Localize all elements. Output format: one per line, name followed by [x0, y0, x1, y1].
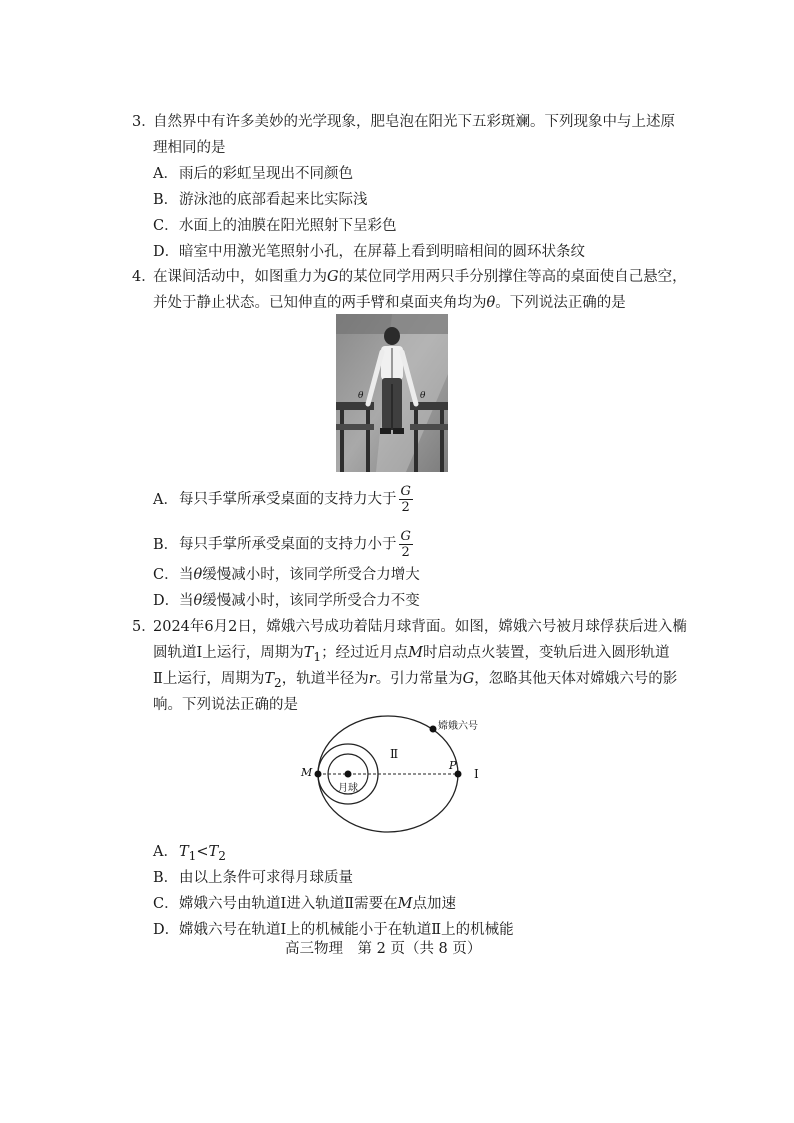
q5-orbit-diagram: [296, 712, 496, 836]
q3-option-a: [153, 163, 353, 185]
point-m-label: M: [301, 766, 313, 779]
q4-option-a-frac-num: G: [400, 484, 411, 499]
q4-stem-line2: [153, 292, 626, 314]
q3-option-c: [153, 215, 397, 237]
q5-line3-b: ，轨道半径为: [281, 671, 369, 687]
q5-number: 5．: [132, 619, 156, 635]
q4-photo-theta-right: θ: [420, 391, 426, 401]
q4-stem-line2-b: 。下列说法正确的是: [495, 295, 626, 311]
q5-line3-d: ，忽略其他天体对嫦娥六号的影: [474, 671, 678, 687]
q5-option-d-text: 嫦娥六号在轨道Ⅰ上的机械能小于在轨道Ⅱ上的机械能: [179, 922, 514, 938]
q5-stem-line3: [153, 668, 677, 694]
q4-stem-line1: [153, 266, 687, 288]
q5-option-b-label: B．: [153, 870, 179, 886]
q3-option-c-text: 水面上的油膜在阳光照射下呈彩色: [179, 218, 397, 234]
q4-option-a-label: A．: [153, 491, 178, 508]
probe-label: 嫦娥六号: [438, 721, 478, 732]
q4-stem-line2-a: 并处于静止状态。已知伸直的两手臂和桌面夹角均为: [153, 295, 487, 311]
q4-stem-line1-b: 的某位同学用两只手分别撑住等高的桌面使自己悬空，: [338, 269, 687, 285]
q4-option-d: [153, 590, 420, 612]
q4-option-c-text: 缓慢减小时，该同学所受合力增大: [202, 567, 420, 583]
page-footer: 高三物理 第 2 页（共 8 页）: [285, 941, 482, 957]
q5-option-c: [153, 893, 456, 915]
probe-dot: [430, 726, 437, 733]
q5-option-c-text-a: 嫦娥六号由轨道Ⅰ进入轨道Ⅱ需要在: [179, 896, 398, 912]
q3-option-a-label: A．: [153, 166, 178, 182]
q5-stem-line4: 响。下列说法正确的是: [153, 697, 298, 713]
q5-option-b-text: 由以上条件可求得月球质量: [179, 870, 353, 886]
q5-line3-r: r: [368, 671, 376, 687]
q4-photo-theta-left: θ: [358, 391, 364, 401]
q4-option-b: [153, 529, 413, 560]
moon-center-dot: [345, 771, 352, 778]
q5-line2-a: 圆轨道Ⅰ上运行，周期为: [153, 645, 304, 661]
q4-number: 4．: [132, 269, 156, 285]
q5-option-a-t2-sub: 2: [218, 848, 226, 863]
q4-option-c: [153, 564, 420, 586]
q5-line3-g: G: [462, 671, 475, 687]
q4-option-b-frac-num: G: [400, 529, 411, 544]
q5-line3-c: 。引力常量为: [375, 671, 463, 687]
q3-stem-line1: 自然界中有许多美妙的光学现象，肥皂泡在阳光下五彩斑斓。下列现象中与上述原: [153, 114, 675, 130]
q4-option-d-pre: 当: [179, 593, 194, 609]
q5-stem-line2: [153, 642, 669, 668]
q3-option-b-text: 游泳池的底部看起来比实际浅: [179, 192, 368, 208]
q5-option-d-label: D．: [153, 922, 180, 938]
orbit-i-label: Ⅰ: [474, 767, 479, 781]
q5-line2-c: 时启动点火装置，变轨后进入圆形轨道: [422, 645, 670, 661]
q4-option-b-text: 每只手掌所承受桌面的支持力小于: [179, 536, 397, 553]
q5-option-a-op: <: [196, 844, 209, 860]
q4-option-a-text: 每只手掌所承受桌面的支持力大于: [179, 491, 397, 508]
q3-stem-line2: 理相同的是: [153, 140, 226, 156]
q5-line3-a: Ⅱ上运行，周期为: [153, 671, 265, 687]
q3-option-a-text: 雨后的彩虹呈现出不同颜色: [179, 166, 353, 182]
q4-option-a-frac-den: 2: [401, 500, 410, 515]
q4-option-a: [153, 484, 413, 515]
point-m-dot: [315, 771, 322, 778]
q5-option-b: [153, 867, 353, 889]
q3-option-d-text: 暗室中用激光笔照射小孔，在屏幕上看到明暗相间的圆环状条纹: [179, 244, 585, 260]
q4-option-d-var: θ: [193, 593, 203, 609]
q4-stem-var-theta: θ: [486, 295, 496, 311]
q4-stem-var-g: G: [327, 269, 339, 285]
moon-label: 月球: [338, 783, 358, 794]
q4-student-photo: [336, 314, 448, 472]
q3-option-d: [153, 241, 585, 263]
q4-option-c-pre: 当: [179, 567, 194, 583]
q4-option-c-var: θ: [193, 567, 203, 583]
orbit-ii-label: Ⅱ: [390, 747, 399, 761]
q5-option-a: [153, 841, 226, 867]
q4-option-c-label: C．: [153, 567, 179, 583]
q5-option-c-text-b: 点加速: [412, 896, 456, 912]
q4-option-d-text: 缓慢减小时，该同学所受合力不变: [202, 593, 420, 609]
q4-option-b-frac-den: 2: [401, 545, 410, 560]
q4-option-a-fraction: [399, 484, 413, 515]
point-p-label: P: [449, 759, 457, 772]
q4-option-b-fraction: [399, 529, 413, 560]
q3-option-b: [153, 189, 368, 211]
q3-option-c-label: C．: [153, 218, 179, 234]
q5-option-a-t2: T: [208, 844, 219, 860]
q3-option-d-label: D．: [153, 244, 180, 260]
q4-option-b-label: B．: [153, 536, 179, 553]
q5-line3-t2-sub: 2: [274, 675, 282, 690]
q3-option-b-label: B．: [153, 192, 179, 208]
q5-line2-b: ；经过近月点: [321, 645, 409, 661]
q5-stem-line1: 2024年6月2日，嫦娥六号成功着陆月球背面。如图，嫦娥六号被月球俘获后进入椭: [153, 619, 687, 635]
q5-line2-t1-sub: 1: [313, 649, 322, 664]
q3-number: 3．: [132, 114, 156, 130]
q5-line2-t1: T: [303, 645, 314, 661]
q5-line3-t2: T: [264, 671, 275, 687]
q5-option-c-var: M: [397, 896, 413, 912]
q5-line2-m: M: [408, 645, 423, 661]
q4-option-d-label: D．: [153, 593, 180, 609]
q5-option-a-t1-sub: 1: [188, 848, 197, 863]
q5-option-a-t1: T: [179, 844, 189, 860]
q5-option-c-label: C．: [153, 896, 179, 912]
q4-stem-line1-a: 在课间活动中，如图重力为: [153, 269, 327, 285]
q5-option-a-label: A．: [153, 844, 178, 860]
